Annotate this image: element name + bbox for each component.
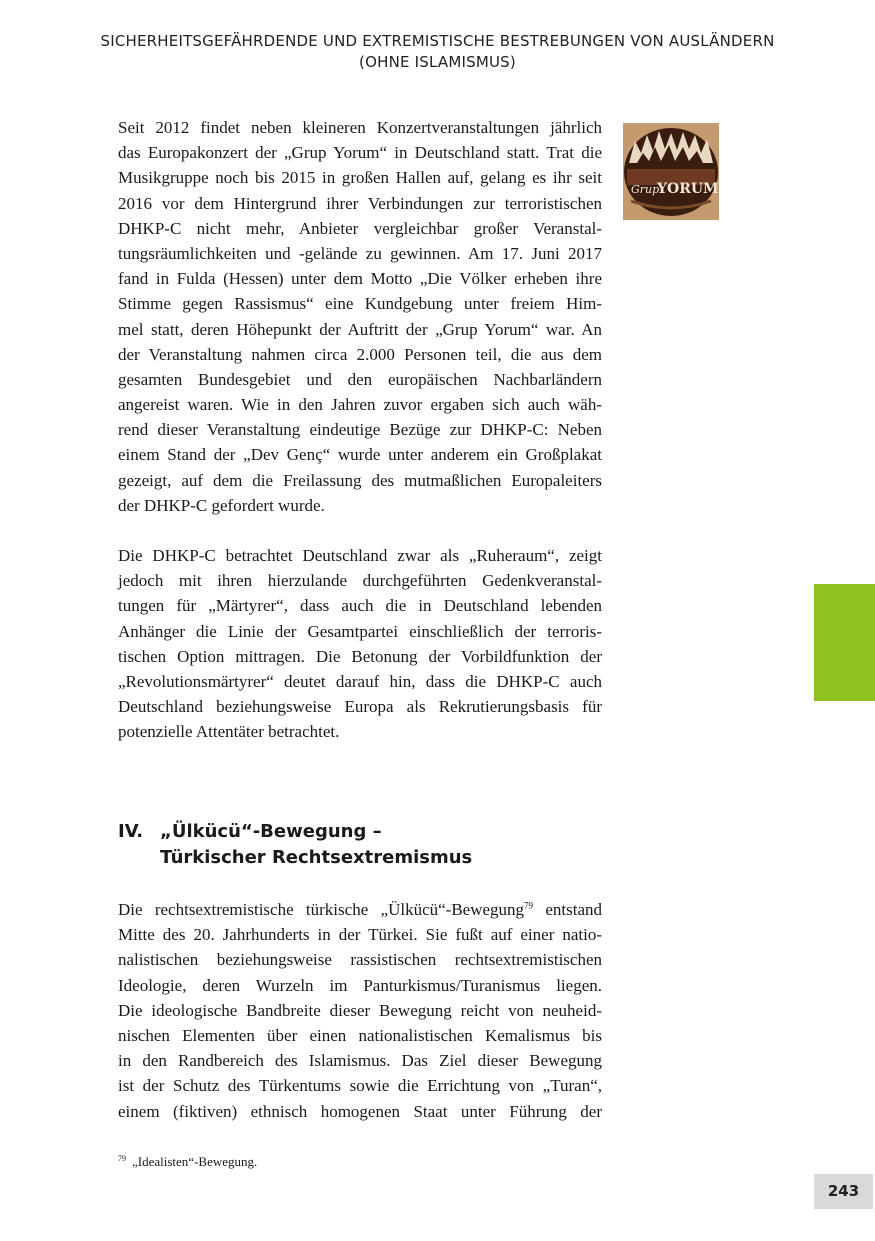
text-line: Die ideologische Bandbreite dieser Bewegung reicht von neuheid- xyxy=(118,1000,602,1020)
text-segment: Die rechtsextremistische türkische „Ülkücü“-Bewegung xyxy=(118,900,525,919)
chapter-side-tab xyxy=(814,584,875,701)
text-line: Deutschland beziehungsweise Europa als Rekrutierungsbasis für xyxy=(118,697,602,717)
paragraph-dhkp-c-germany xyxy=(118,543,602,745)
running-header-line1: SICHERHEITSGEFÄHRDENDE UND EXTREMISTISCHE BESTREBUNGEN VON AUSLÄNDERN xyxy=(100,32,775,50)
section-title-line1: „Ülkücü“-Bewegung – xyxy=(160,821,382,842)
paragraph-uelkuecue-movement xyxy=(118,897,602,1124)
text-line: einem Stand der „Dev Genç“ wurde unter anderem ein Großplakat xyxy=(118,445,602,465)
text-line: Stimme gegen Rassismus“ eine Kundgebung unter freiem Him- xyxy=(118,294,602,314)
text-line: der Veranstaltung nahmen circa 2.000 Personen teil, die aus dem xyxy=(118,344,602,364)
text-line: rend dieser Veranstaltung eindeutige Bezüge zur DHKP-C: Neben xyxy=(118,420,602,440)
text-line xyxy=(118,897,602,922)
text-line: Ideologie, deren Wurzeln im Panturkismus/Turanismus liegen. xyxy=(118,975,602,995)
text-line: in den Randbereich des Islamismus. Das Ziel dieser Bewegung xyxy=(118,1051,602,1071)
text-line: nischen Elementen über einen nationalistischen Kemalismus bis xyxy=(118,1025,602,1045)
footnote-text: „Idealisten“-Bewegung. xyxy=(132,1154,258,1169)
grup-yorum-logo-image xyxy=(623,123,719,220)
text-line: angereist waren. Wie in den Jahren zuvor ergaben sich auch wäh- xyxy=(118,395,602,415)
text-line: der DHKP-C gefordert wurde. xyxy=(118,495,325,515)
section-title-line2: Türkischer Rechtsextremismus xyxy=(160,847,473,868)
running-header xyxy=(0,31,875,73)
text-line: ist der Schutz des Türkentums sowie die Errichtung von „Turan“, xyxy=(118,1076,602,1096)
text-line: tungen für „Märtyrer“, dass auch die in Deutschland lebenden xyxy=(118,596,602,616)
text-line: potenzielle Attentäter betrachtet. xyxy=(118,722,340,742)
footnote-number: 79 xyxy=(118,1153,126,1163)
text-line: gezeigt, auf dem die Freilassung des mutmaßlichen Europaleiters xyxy=(118,470,602,490)
section-number: IV. xyxy=(118,821,144,842)
text-line: mel statt, deren Höhepunkt der Auftritt der „Grup Yorum“ war. An xyxy=(118,319,602,339)
text-line: Mitte des 20. Jahrhunderts in der Türkei. Sie fußt auf einer natio- xyxy=(118,925,602,945)
footnote xyxy=(118,1153,257,1171)
running-header-line2: (OHNE ISLAMISMUS) xyxy=(359,53,516,71)
text-line: tischen Option mittragen. Die Betonung der Vorbildfunktion der xyxy=(118,646,602,666)
svg-text:YORUM: YORUM xyxy=(657,181,719,197)
text-line: Die DHKP-C betrachtet Deutschland zwar als „Ruheraum“, zeigt xyxy=(118,546,602,565)
text-line: einem (fiktiven) ethnisch homogenen Staat unter Führung der xyxy=(118,1101,602,1121)
text-line: gesamten Bundesgebiet und den europäischen Nachbarländern xyxy=(118,369,602,389)
text-line: DHKP-C nicht mehr, Anbieter vergleichbar großer Veranstal- xyxy=(118,218,602,238)
page-number: 243 xyxy=(814,1174,873,1209)
footnote-reference[interactable]: 79 xyxy=(524,900,534,911)
text-line: tungsräumlichkeiten und -gelände zu gewinnen. Am 17. Juni 2017 xyxy=(118,243,602,263)
text-segment: entstand xyxy=(533,900,602,919)
text-line: jedoch mit ihren hierzulande durchgeführten Gedenkveranstal- xyxy=(118,571,602,591)
text-line: nalistischen beziehungsweise rassistischen rechtsextremistischen xyxy=(118,950,602,970)
text-line: Seit 2012 findet neben kleineren Konzertveranstaltungen jährlich xyxy=(118,118,602,137)
text-line: „Revolutionsmärtyrer“ deutet darauf hin, dass die DHKP-C auch xyxy=(118,671,602,691)
svg-text:Grup: Grup xyxy=(631,183,660,196)
text-line: Anhänger die Linie der Gesamtpartei einschließlich der terroris- xyxy=(118,621,602,641)
paragraph-grup-yorum-concert xyxy=(118,115,602,518)
grup-yorum-logo-graphic xyxy=(623,123,719,220)
text-line: 2016 vor dem Hintergrund ihrer Verbindungen zur terroristischen xyxy=(118,193,602,213)
text-line: fand in Fulda (Hessen) unter dem Motto „Die Völker erheben ihre xyxy=(118,269,602,289)
text-line: Musikgruppe noch bis 2015 in großen Hallen auf, gelang es ihr seit xyxy=(118,168,602,188)
text-line: das Europakonzert der „Grup Yorum“ in Deutschland statt. Trat die xyxy=(118,143,602,163)
